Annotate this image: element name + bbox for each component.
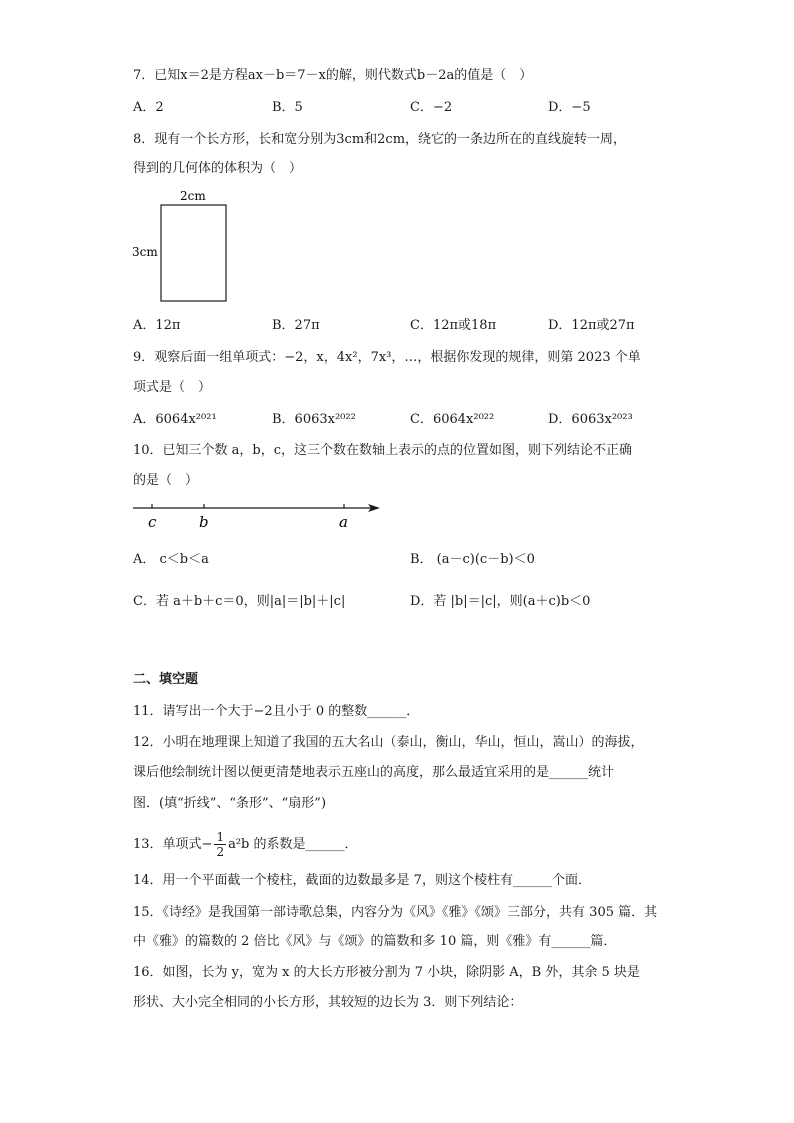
q7-option-a[interactable]: A．2 — [133, 100, 164, 115]
q8-option-c[interactable]: C．12π或18π — [410, 318, 497, 333]
rectangle-width-label: 2cm — [180, 189, 206, 203]
question-16-line1: 16．如图，长为 y，宽为 x 的大长方形被分割为 7 小块，除阴影 A，B 外，其余 5 块是 — [133, 965, 640, 980]
q9-option-b[interactable]: B．6063x²⁰²² — [272, 412, 356, 427]
section-title-fill-in: 二、填空题 — [133, 672, 199, 687]
question-9-stem-line2: 项式是（ ） — [133, 380, 212, 395]
question-8-stem-line2: 得到的几何体的体积为（ ） — [133, 161, 303, 176]
rectangle-shape — [161, 205, 226, 301]
question-10-stem-line2: 的是（ ） — [133, 473, 199, 488]
question-12-line2: 课后他绘制统计图以便更清楚地表示五座山的高度，那么最适宜采用的是______统计 — [133, 765, 615, 780]
q9-option-c[interactable]: C．6064x²⁰²² — [410, 412, 495, 427]
number-line-figure — [128, 496, 388, 536]
q10-option-d[interactable]: D．若 |b|＝|c|，则(a＋c)b＜0 — [410, 594, 591, 609]
rectangle-height-label: 3cm — [132, 245, 158, 259]
question-10-stem-line1: 10．已知三个数 a，b，c，这三个数在数轴上表示的点的位置如图，则下列结论不正确 — [133, 443, 633, 458]
q10-option-c[interactable]: C．若 a＋b＋c＝0，则|a|＝|b|＋|c| — [133, 594, 346, 609]
q10-option-a[interactable]: A． c＜b＜a — [133, 552, 209, 567]
q13-prefix: 13．单项式− — [133, 836, 213, 852]
q10-option-b[interactable]: B． (a－c)(c－b)＜0 — [410, 552, 535, 567]
label-c: c — [148, 513, 157, 531]
q8-option-b[interactable]: B．27π — [272, 318, 320, 333]
question-8-stem-line1: 8．现有一个长方形，长和宽分别为3cm和2cm，绕它的一条边所在的直线旋转一周， — [133, 132, 627, 147]
rectangle-figure — [130, 185, 240, 310]
question-14: 14．用一个平面截一个棱柱，截面的边数最多是 7，则这个棱柱有______个面． — [133, 873, 591, 888]
question-7-stem: 7．已知x＝2是方程ax－b＝7－x的解，则代数式b－2a的值是（ ） — [133, 68, 533, 83]
q13-denominator: 2 — [216, 845, 225, 859]
question-15-line1: 15．《诗经》是我国第一部诗歌总集，内容分为《风》《雅》《颂》三部分，共有 305 篇．其 — [133, 905, 658, 920]
question-12-line1: 12．小明在地理课上知道了我国的五大名山（泰山，衡山，华山，恒山，嵩山）的海拔， — [133, 735, 644, 750]
q13-suffix: a²b 的系数是______． — [228, 836, 358, 852]
q8-option-a[interactable]: A．12π — [133, 318, 181, 333]
q9-option-a[interactable]: A．6064x²⁰²¹ — [133, 412, 217, 427]
question-9-stem-line1: 9．观察后面一组单项式：−2，x，4x²，7x³，…，根据你发现的规律，则第 2023 个单 — [133, 350, 641, 365]
q13-numerator: 1 — [216, 830, 225, 844]
q7-option-d[interactable]: D．−5 — [548, 100, 591, 115]
question-16-line2: 形状、大小完全相同的小长方形，其较短的边长为 3．则下列结论： — [133, 995, 523, 1010]
question-12-line3: 图．(填“折线”、“条形”、“扇形”) — [133, 796, 327, 811]
q13-fraction — [214, 830, 226, 859]
q7-option-c[interactable]: C．−2 — [410, 100, 453, 115]
label-a: a — [339, 513, 348, 531]
q8-option-d[interactable]: D．12π或27π — [548, 318, 635, 333]
label-b: b — [199, 513, 209, 531]
question-11: 11．请写出一个大于−2且小于 0 的整数______． — [133, 704, 420, 719]
q9-option-d[interactable]: D．6063x²⁰²³ — [548, 412, 633, 427]
question-15-line2: 中《雅》的篇数的 2 倍比《风》与《颂》的篇数和多 10 篇，则《雅》有______篇． — [133, 934, 617, 949]
question-13 — [133, 830, 358, 859]
q7-option-b[interactable]: B．5 — [272, 100, 303, 115]
